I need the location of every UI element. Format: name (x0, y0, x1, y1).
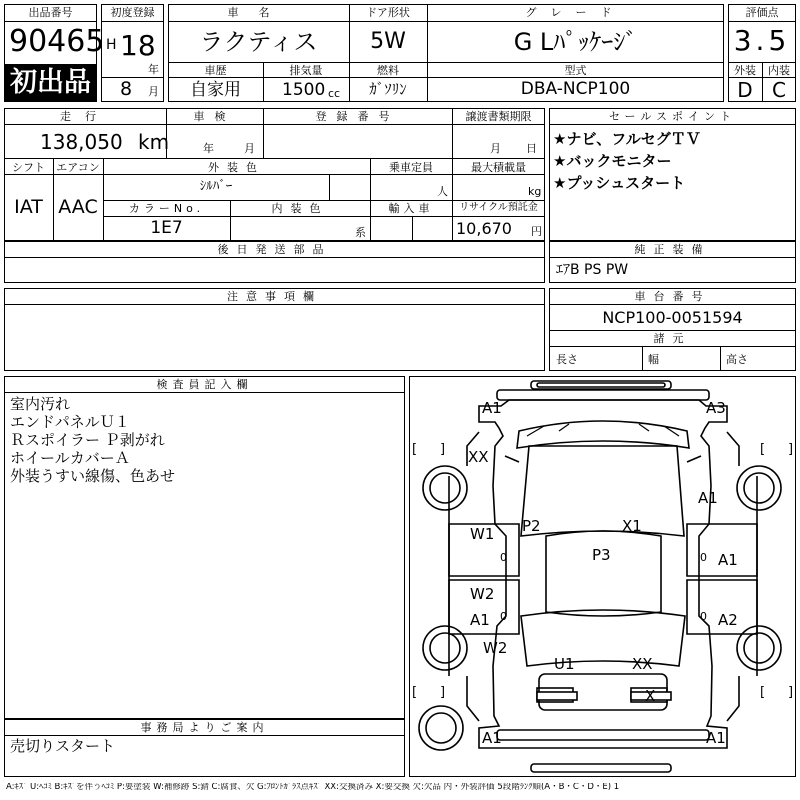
exterior-grade: D (737, 78, 753, 102)
int-color-suffix: 系 (355, 226, 366, 239)
divider (4, 174, 545, 175)
damage-mark: A3 (706, 399, 726, 417)
divider (728, 21, 796, 22)
length-label: 長さ (556, 353, 578, 366)
car-name-label: 車名 (227, 6, 290, 19)
displacement-label: 排気量 (289, 64, 323, 77)
damage-mark: A1 (482, 729, 502, 747)
divider (720, 346, 721, 371)
divider (4, 257, 545, 258)
sales-points-label: セールスポイント (608, 110, 736, 123)
month-unit: 月 (148, 85, 159, 98)
lot-number: 90465 (9, 24, 105, 59)
model-label: 型式 (564, 64, 587, 77)
inspector-note: Ｒスポイラー Ｐ剥がれ (10, 431, 165, 449)
notes-label: 注意事項欄 (227, 290, 322, 303)
divider (4, 304, 545, 305)
mileage: 138,050 (40, 130, 123, 154)
inspector-note: ホイールカバーＡ (10, 449, 130, 467)
damage-mark: A1 (482, 399, 502, 417)
damage-mark: X (645, 687, 656, 705)
width-label: 幅 (648, 353, 659, 366)
divider (412, 216, 413, 241)
transfer-month-unit: 月 (490, 142, 501, 155)
height-label: 高さ (726, 353, 748, 366)
tire-mark: [ (412, 685, 418, 700)
mileage-unit: km (138, 130, 170, 154)
shift: IAT (14, 196, 43, 218)
inspection-month-unit: 月 (244, 142, 255, 155)
ext-color: ｼﾙﾊﾞｰ (199, 179, 233, 194)
divider (549, 304, 796, 305)
transfer-day-unit: 日 (526, 142, 537, 155)
divider (642, 346, 643, 371)
displacement-unit: cc (328, 87, 341, 100)
fuel-label: 燃料 (377, 64, 399, 77)
damage-mark: W2 (483, 639, 508, 657)
shift-label: シフト (12, 161, 45, 174)
divider (4, 21, 97, 22)
import-label: 輸入車 (388, 202, 434, 215)
divider (4, 735, 405, 736)
inspector-note: 外装うすい線傷、色あせ (10, 467, 176, 485)
damage-mark: A1 (718, 551, 738, 569)
displacement: 1500 (282, 80, 326, 100)
inspector-note: 室内汚れ (10, 395, 71, 413)
chassis-number: NCP100-0051594 (602, 308, 743, 327)
damage-mark: W1 (470, 525, 495, 543)
office-note: 売切りスタート (10, 737, 116, 755)
tire-mark: ] (440, 442, 446, 457)
recycle: 10,670 (456, 219, 512, 238)
capacity-unit: 人 (437, 185, 448, 198)
sales-point-item: ★バックモニター (553, 152, 672, 170)
divider (549, 257, 796, 258)
grade: G Lﾊﾟｯｹｰｼﾞ (513, 28, 638, 56)
tire-mark: [ (760, 442, 766, 457)
later-parts-label: 後日発送部品 (217, 243, 332, 256)
damage-mark: A2 (718, 611, 738, 629)
damage-mark: P3 (592, 546, 611, 564)
reg-no-label: 登録番号 (315, 110, 400, 123)
history-label: 車歴 (204, 64, 227, 77)
divider (103, 216, 545, 217)
color-no-label: カラーNo. (128, 202, 205, 215)
divider (549, 330, 796, 331)
recycle-unit: 円 (531, 225, 542, 238)
max-load-unit: kg (528, 185, 542, 198)
genuine-value: ｴｱB PS PW (556, 262, 629, 278)
lot-label: 出品番号 (28, 6, 73, 19)
specs-label: 諸元 (653, 332, 692, 345)
model: DBA-NCP100 (520, 79, 631, 99)
zero-mark: 0 (500, 610, 507, 623)
score-label: 評価点 (745, 6, 779, 19)
inspector-label: 検査員記入欄 (156, 378, 253, 391)
damage-mark: P2 (522, 517, 541, 535)
door: 5W (370, 29, 406, 54)
int-color-label: 内装色 (271, 202, 329, 215)
chassis-label: 車台番号 (634, 290, 711, 303)
month: 8 (120, 78, 133, 100)
office-label: 事務局よりご案内 (140, 721, 269, 734)
tire-mark: [ (412, 442, 418, 457)
era: H (106, 37, 117, 53)
damage-mark: A1 (706, 729, 726, 747)
legend: A:ｷｽﾞ U:ﾍｺﾐ B:ｷｽﾞを伴うﾍｺﾐ P:要塗装 W:補修跡 S:錆 C:腐食、欠 G:ﾌﾛﾝﾄｶﾞﾗｽ点ｷｽﾞ XX:交換済み X:要交換 欠:欠品 内・外装評価 5段階ﾗﾝｸ順(A・B・C・D・E) 1 (6, 783, 620, 792)
damage-mark: W2 (470, 585, 495, 603)
sales-point-item: ★ナビ、フルセグＴＶ (553, 130, 701, 148)
damage-mark: U1 (554, 655, 575, 673)
divider (4, 392, 405, 393)
first-reg-label: 初度登録 (110, 6, 155, 19)
divider (168, 21, 724, 22)
zero-mark: 0 (700, 610, 707, 623)
ext-color-label: 外装色 (208, 161, 265, 174)
exterior-label: 外装 (734, 64, 756, 77)
divider (103, 200, 545, 201)
divider (168, 62, 724, 63)
inspection-year-unit: 年 (203, 142, 214, 155)
sales-point-item: ★プッシュスタート (553, 174, 686, 192)
divider (549, 124, 796, 125)
damage-mark: XX (468, 448, 489, 466)
divider (549, 346, 796, 347)
tire-mark: ] (788, 685, 794, 700)
year: 18 (120, 29, 156, 62)
color-no: 1E7 (150, 218, 183, 238)
body-top-view (479, 400, 727, 748)
inspection-label: 車検 (193, 110, 236, 123)
capacity-label: 乗車定員 (389, 161, 433, 174)
genuine-label: 純正装備 (634, 243, 711, 256)
divider (4, 124, 545, 125)
first-listing-badge: 初出品 (4, 64, 97, 102)
tire-mark: ] (440, 685, 446, 700)
history: 自家用 (190, 80, 241, 100)
tire-mark: ] (788, 442, 794, 457)
zero-mark: 0 (700, 551, 707, 564)
tire-mark: [ (760, 685, 766, 700)
inspector-note: エンドパネルＵ１ (10, 413, 130, 431)
damage-mark: X1 (622, 517, 642, 535)
divider (168, 77, 724, 78)
score: 3.5 (733, 24, 791, 57)
transfer-label: 譲渡書類期限 (465, 110, 532, 123)
recycle-label: リサイクル預託金 (459, 202, 538, 213)
divider (4, 158, 545, 159)
divider (101, 77, 164, 78)
damage-mark: A1 (470, 611, 490, 629)
mileage-label: 走行 (60, 110, 110, 123)
interior-grade: C (772, 78, 786, 102)
interior-label: 内装 (768, 64, 790, 77)
grade-label: グレード (525, 6, 626, 19)
car-diagram (409, 376, 796, 777)
damage-mark: A1 (698, 489, 718, 507)
ac-label: エアコン (56, 161, 100, 174)
year-unit: 年 (148, 63, 159, 76)
car-name: ラクティス (199, 28, 318, 56)
divider (329, 174, 330, 200)
divider (101, 21, 164, 22)
door-label: ドア形状 (366, 6, 410, 19)
rear-bumper (531, 764, 671, 772)
max-load-label: 最大積載量 (471, 161, 526, 174)
zero-mark: 0 (500, 551, 507, 564)
fuel: ｶﾞｿﾘﾝ (369, 80, 407, 98)
ac: AAC (58, 196, 98, 218)
damage-mark: XX (632, 655, 653, 673)
